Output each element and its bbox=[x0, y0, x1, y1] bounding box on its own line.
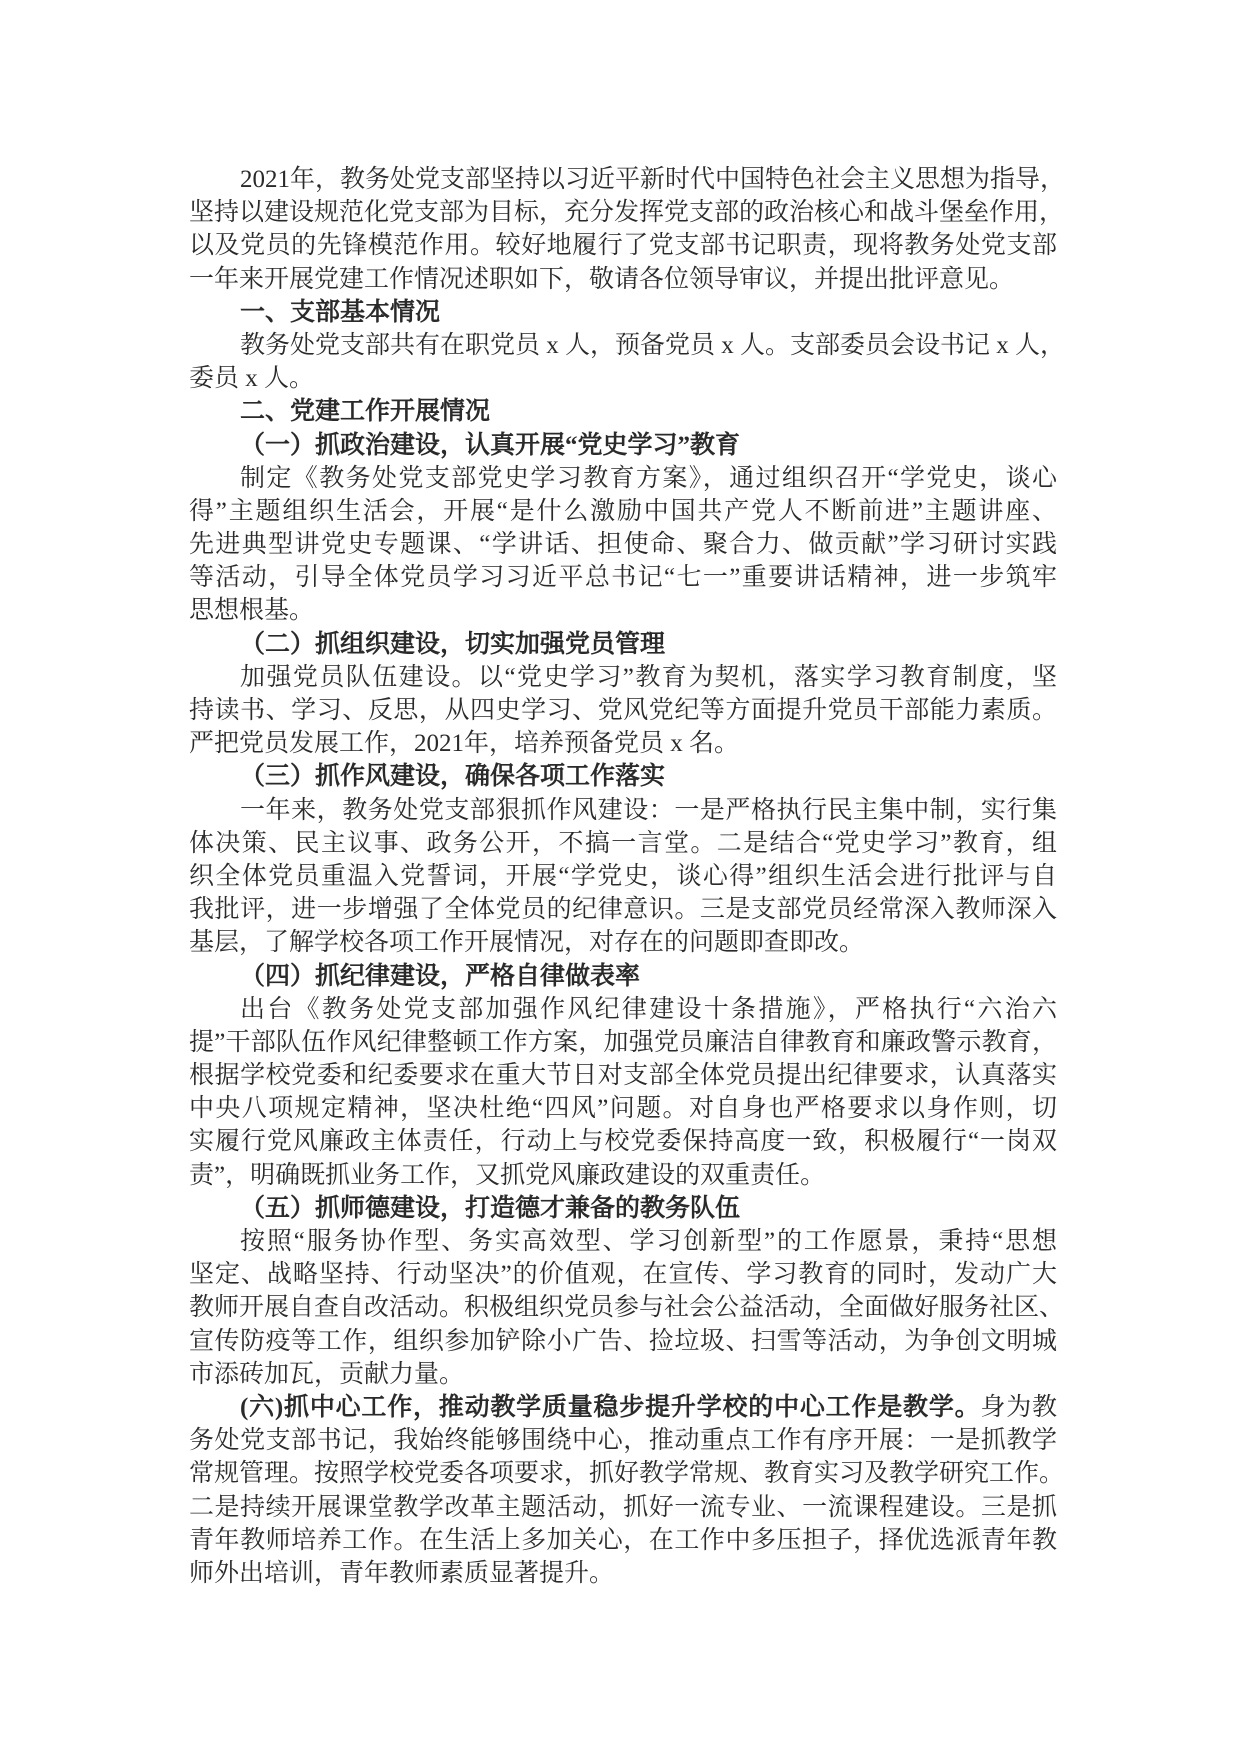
paragraph-line: 坚持以建设规范化党支部为目标，充分发挥党支部的政治核心和战斗堡垒作用， bbox=[189, 199, 1065, 227]
paragraph-line: 按照“服务协作型、务实高效型、学习创新型”的工作愿景，秉持“思想 bbox=[240, 1228, 1057, 1255]
paragraph-line: 制定《教务处党支部党史学习教育方案》，通过组织召开“学党史，谈心 bbox=[240, 464, 1057, 492]
paragraph-line: 严把党员发展工作，2021年，培养预备党员 x 名。 bbox=[189, 730, 740, 758]
paragraph-line: 等活动，引导全体党员学习习近平总书记“七一”重要讲话精神，进一步筑牢 bbox=[189, 564, 1057, 592]
paragraph-line: 一年来开展党建工作情况述职如下，敬请各位领导审议，并提出批评意见。 bbox=[189, 265, 1015, 293]
paragraph-line: 加强党员队伍建设。以“党史学习”教育为契机，落实学习教育制度，坚 bbox=[240, 663, 1057, 691]
paragraph-line: 我批评，进一步增强了全体党员的纪律意识。三是支部党员经常深入教师深入 bbox=[189, 896, 1057, 924]
paragraph-line: 得”主题组织生活会，开展“是什么激励中国共产党人不断前进”主题讲座、 bbox=[189, 497, 1057, 525]
paragraph-line: 先进典型讲党史专题课、“学讲话、担使命、聚合力、做贡献”学习研讨实践 bbox=[189, 531, 1057, 559]
paragraph-text: 身为教 bbox=[980, 1393, 1057, 1421]
paragraph-line: 责”，明确既抓业务工作，又抓党风廉政建设的双重责任。 bbox=[189, 1161, 826, 1189]
section-heading: 二、党建工作开展情况 bbox=[240, 398, 491, 426]
paragraph-line: 2021年，教务处党支部坚持以习近平新时代中国特色社会主义思想为指导， bbox=[240, 166, 1066, 193]
paragraph-line: 基层，了解学校各项工作开展情况，对存在的问题即查即改。 bbox=[189, 929, 865, 957]
paragraph-line: 体决策、民主议事、政务公开，不搞一言堂。二是结合“党史学习”教育，组 bbox=[189, 829, 1057, 857]
paragraph-line: 以及党员的先锋模范作用。较好地履行了党支部书记职责，现将教务处党支部 bbox=[189, 232, 1057, 260]
section-heading: （五）抓师德建设，打造德才兼备的教务队伍 bbox=[240, 1194, 741, 1222]
paragraph-line: 教师开展自查自改活动。积极组织党员参与社会公益活动，全面做好服务社区、 bbox=[189, 1294, 1065, 1322]
paragraph-line: 市添砖加瓦，贡献力量。 bbox=[189, 1360, 465, 1388]
section-heading: 一、支部基本情况 bbox=[240, 298, 441, 326]
paragraph-line bbox=[189, 1391, 1057, 1424]
paragraph-line: 持读书、学习、反思，从四史学习、党风党纪等方面提升党员干部能力素质。 bbox=[189, 697, 1057, 724]
paragraph-line: 一年来，教务处党支部狠抓作风建设：一是严格执行民主集中制，实行集 bbox=[240, 796, 1057, 824]
section-heading: （二）抓组织建设，切实加强党员管理 bbox=[240, 630, 666, 658]
paragraph-line: 出台《教务处党支部加强作风纪律建设十条措施》，严格执行“六治六 bbox=[240, 995, 1057, 1023]
paragraph-line: 实履行党风廉政主体责任，行动上与校党委保持高度一致，积极履行“一岗双 bbox=[189, 1128, 1057, 1156]
paragraph-line: 师外出培训，青年教师素质显著提升。 bbox=[189, 1559, 615, 1587]
paragraph-line: 二是持续开展课堂教学改革主题活动，抓好一流专业、一流课程建设。三是抓 bbox=[189, 1493, 1057, 1521]
paragraph-line: 务处党支部书记，我始终能够围绕中心，推动重点工作有序开展：一是抓教学 bbox=[189, 1427, 1057, 1455]
paragraph-line: 坚定、战略坚持、行动坚决”的价值观，在宣传、学习教育的同时，发动广大 bbox=[189, 1261, 1057, 1289]
section-heading-inline: (六)抓中心工作，推动教学质量稳步提升学校的中心工作是教学。 bbox=[240, 1393, 981, 1421]
paragraph-line: 青年教师培养工作。在生活上多加关心，在工作中多压担子，择优选派青年教 bbox=[189, 1526, 1057, 1554]
section-heading: （四）抓纪律建设，严格自律做表率 bbox=[240, 962, 641, 990]
section-heading: （一）抓政治建设，认真开展“党史学习”教育 bbox=[240, 431, 741, 459]
paragraph-line: 提”干部队伍作风纪律整顿工作方案，加强党员廉洁自律教育和廉政警示教育， bbox=[189, 1028, 1057, 1056]
paragraph-line: 宣传防疫等工作，组织参加铲除小广告、捡垃圾、扫雪等活动，为争创文明城 bbox=[189, 1327, 1057, 1355]
paragraph-line: 织全体党员重温入党誓词，开展“学党史，谈心得”组织生活会进行批评与自 bbox=[189, 862, 1057, 890]
paragraph-line: 根据学校党委和纪委要求在重大节日对支部全体党员提出纪律要求，认真落实 bbox=[189, 1062, 1057, 1090]
paragraph-line: 教务处党支部共有在职党员 x 人，预备党员 x 人。支部委员会设书记 x 人， bbox=[240, 331, 1066, 359]
document-body bbox=[189, 163, 1066, 1590]
paragraph-line: 委员 x 人。 bbox=[189, 365, 315, 393]
paragraph-line: 常规管理。按照学校党委各项要求，抓好教学常规、教育实习及教学研究工作。 bbox=[189, 1460, 1065, 1488]
paragraph-line: 中央八项规定精神，坚决杜绝“四风”问题。对自身也严格要求以身作则，切 bbox=[189, 1095, 1057, 1123]
section-heading: （三）抓作风建设，确保各项工作落实 bbox=[240, 763, 666, 791]
paragraph-line: 思想根基。 bbox=[189, 597, 315, 625]
